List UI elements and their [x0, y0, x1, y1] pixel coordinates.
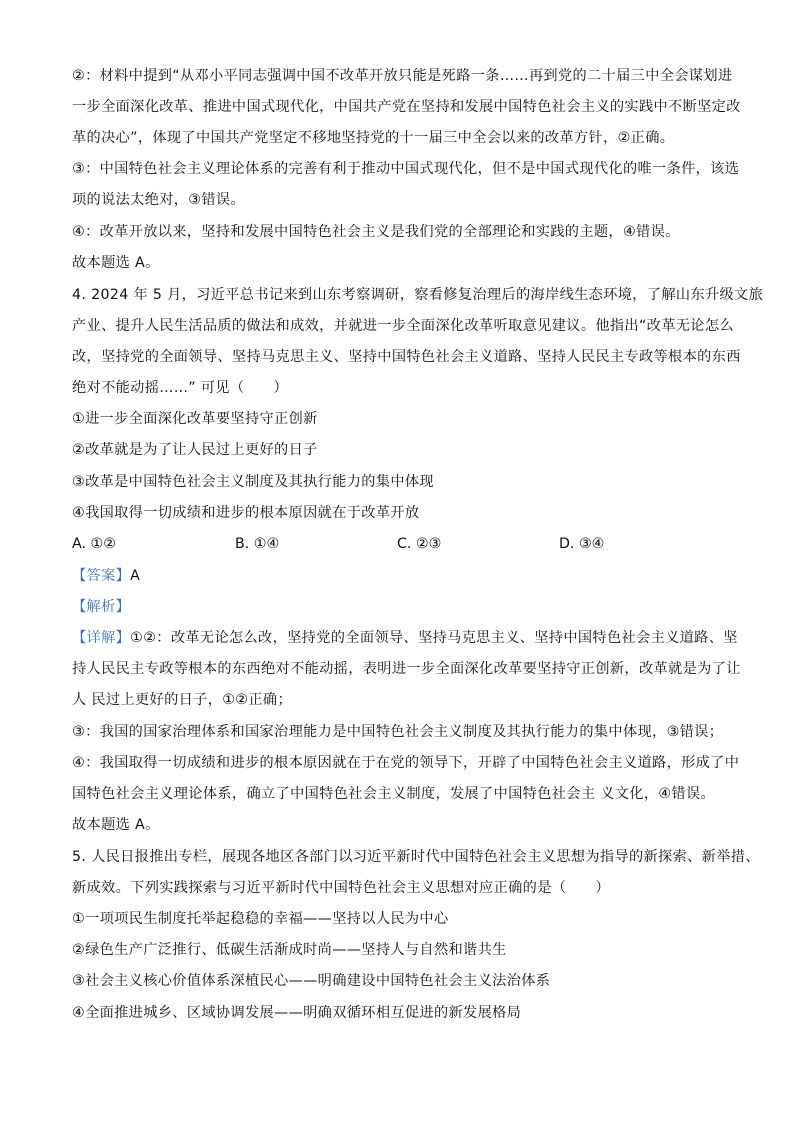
q4-option-c: C. ②③	[397, 536, 442, 552]
q4-answer	[72, 566, 140, 586]
q4-item: ④我国取得一切成绩和进步的根本原因就在于改革开放	[72, 505, 420, 521]
q4-analysis-heading	[72, 597, 130, 617]
q5-stem: 5. 人民日报推出专栏，展现各地区各部门以习近平新时代中国特色社会主义思想为指导的新探索、新举措、	[72, 849, 760, 865]
analysis-label: 【解析】	[72, 599, 131, 615]
q5-stem: 新成效。下列实践探索与习近平新时代中国特色社会主义思想对应正确的是（ ）	[72, 880, 610, 896]
q4-stem: 4. 2024 年 5 月，习近平总书记来到山东考察调研，察看修复治理后的海岸线生态环境，了解山东升级文旅	[72, 287, 764, 303]
q5-item: ③社会主义核心价值体系深植民心——明确建设中国特色社会主义法治体系	[72, 973, 551, 989]
q3-analysis-line: ④：改革开放以来，坚持和发展中国特色社会主义是我们党的全部理论和实践的主题，④错误。	[72, 224, 680, 240]
q4-item: ②改革就是为了让人民过上更好的日子	[72, 442, 318, 458]
q4-options	[72, 534, 722, 554]
q4-detail-line	[72, 628, 738, 648]
q3-analysis-line: ②：材料中提到“从邓小平同志强调中国不改革开放只能是死路一条……再到党的二十届三中全会谋划进	[72, 68, 733, 84]
q4-option-d: D. ③④	[559, 536, 605, 552]
q4-option-b: B. ①④	[235, 536, 280, 552]
detail-text: ①②：改革无论怎么改，坚持党的全面领导、坚持马克思主义、坚持中国特色社会主义道路、坚	[130, 630, 738, 646]
q4-stem: 产业、提升人民生活品质的做法和成效，并就进一步全面深化改革听取意见建议。他指出“改革无论怎么	[72, 318, 734, 334]
q3-analysis-line: ③：中国特色社会主义理论体系的完善有利于推动中国式现代化，但不是中国式现代化的唯一条件，该选	[72, 161, 740, 177]
q4-item: ③改革是中国特色社会主义制度及其执行能力的集中体现	[72, 474, 434, 490]
q4-conclusion: 故本题选 A。	[72, 817, 160, 833]
q4-stem: 改，坚持党的全面领导、坚持马克思主义、坚持中国特色社会主义道路、坚持人民民主专政等根本的东西	[72, 349, 741, 365]
answer-value: A	[130, 568, 141, 584]
answer-label: 【答案】	[72, 568, 131, 584]
q4-detail-line: 持人民民主专政等根本的东西绝对不能动摇，表明进一步全面深化改革要坚持守正创新，改革就是为了让	[72, 661, 741, 677]
q4-detail-line: 国特色社会主义理论体系，确立了中国特色社会主义制度，发展了中国特色社会主 义文化，④错误。	[72, 786, 716, 802]
q4-item: ①进一步全面深化改革要坚持守正创新	[72, 411, 318, 427]
q4-option-a: A. ①②	[72, 536, 116, 552]
q3-analysis-line: 革的决心”，体现了中国共产党坚定不移地坚持党的十一届三中全会以来的改革方针，②正确。	[72, 130, 675, 146]
q4-detail-line: ③：我国的国家治理体系和国家治理能力是中国特色社会主义制度及其执行能力的集中体现，③错误；	[72, 724, 724, 740]
q3-conclusion: 故本题选 A。	[72, 255, 160, 271]
q4-detail-line: 人 民过上更好的日子，①②正确；	[72, 692, 292, 708]
q3-analysis-line: 一步全面深化改革、推进中国式现代化，中国共产党在坚持和发展中国特色社会主义的实践中不断坚定改	[72, 99, 741, 115]
detail-label: 【详解】	[72, 630, 131, 646]
q5-item: ②绿色生产广泛推行、低碳生活渐成时尚——坚持人与自然和谐共生	[72, 942, 507, 958]
q5-item: ①一项项民生制度托举起稳稳的幸福——坚持以人民为中心	[72, 911, 449, 927]
q3-analysis-line: 项的说法太绝对，③错误。	[72, 192, 245, 208]
q5-item: ④全面推进城乡、区域协调发展——明确双循环相互促进的新发展格局	[72, 1005, 522, 1021]
q4-detail-line: ④：我国取得一切成绩和进步的根本原因就在于在党的领导下，开辟了中国特色社会主义道路，形成了中	[72, 755, 740, 771]
q4-stem: 绝对不能动摇……” 可见（ ）	[72, 380, 289, 396]
